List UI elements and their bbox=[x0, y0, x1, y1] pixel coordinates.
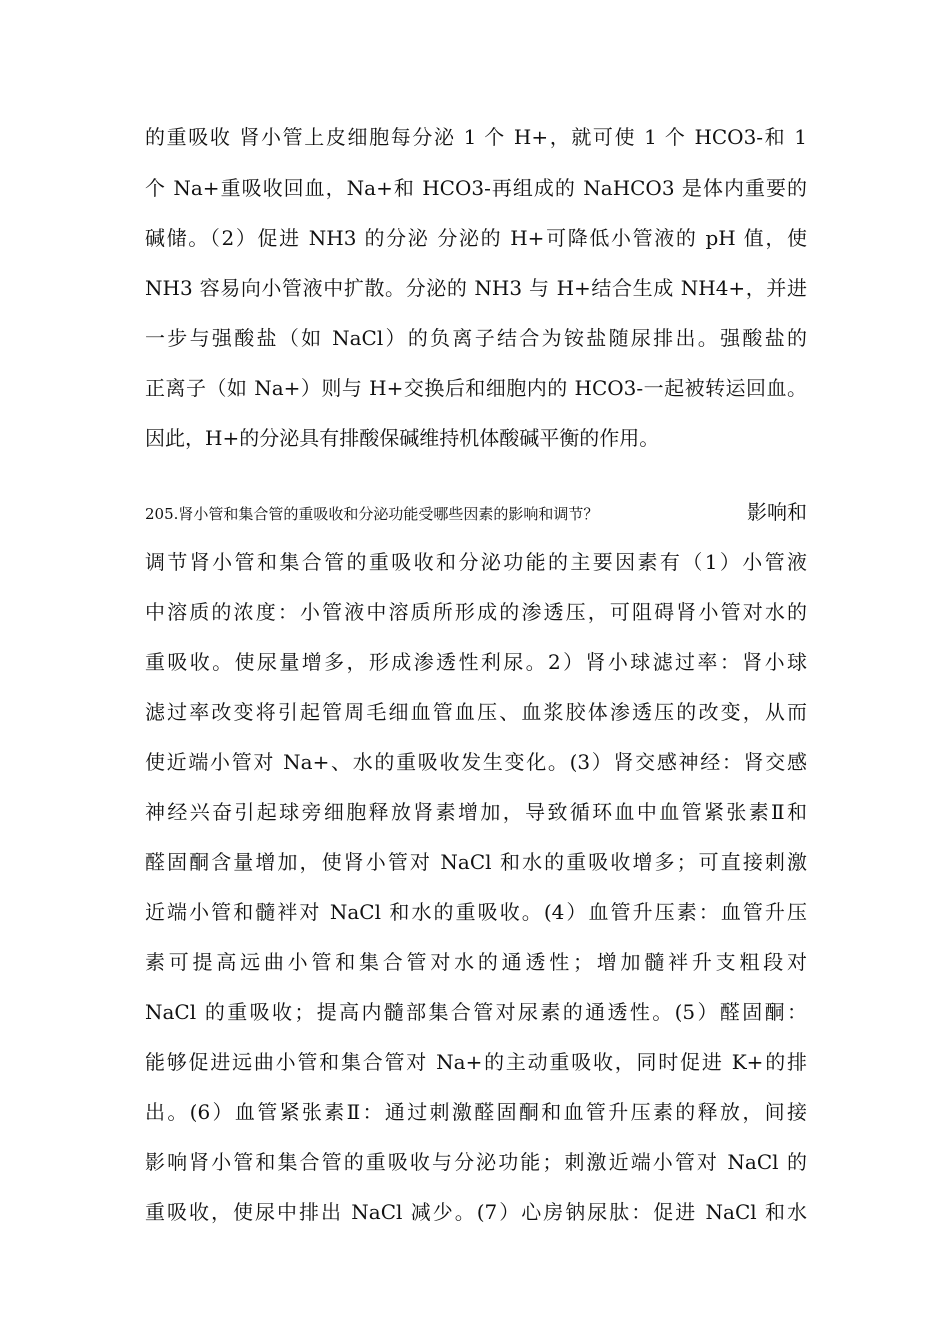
question-205-text: 205.肾小管和集合管的重吸收和分泌功能受哪些因素的影响和调节？ bbox=[145, 505, 599, 523]
text-line: 能够促进远曲小管和集合管对 Na+的主动重吸收，同时促进 K+的排 bbox=[145, 1050, 807, 1074]
text-line: 调节肾小管和集合管的重吸收和分泌功能的主要因素有（1）小管液 bbox=[145, 550, 807, 574]
text-line: 正离子（如 Na+）则与 H+交换后和细胞内的 HCO3-一起被转运回血。 bbox=[145, 376, 807, 400]
text-line: 重吸收。使尿量增多，形成渗透性利尿。2）肾小球滤过率：肾小球 bbox=[145, 650, 807, 674]
text-line: 的重吸收 肾小管上皮细胞每分泌 1 个 H+，就可使 1 个 HCO3-和 1 bbox=[145, 125, 807, 149]
text-line: 素可提高远曲小管和集合管对水的通透性；增加髓袢升支粗段对 bbox=[145, 950, 807, 974]
question-heading-line bbox=[145, 496, 807, 528]
text-line: 个 Na+重吸收回血，Na+和 HCO3-再组成的 NaHCO3 是体内重要的 bbox=[145, 176, 807, 200]
text-line: 一步与强酸盐（如 NaCl）的负离子结合为铵盐随尿排出。强酸盐的 bbox=[145, 326, 807, 350]
text-line: 醛固酮含量增加，使肾小管对 NaCl 和水的重吸收增多；可直接刺激 bbox=[145, 850, 807, 874]
text-line: 中溶质的浓度：小管液中溶质所形成的渗透压，可阻碍肾小管对水的 bbox=[145, 600, 807, 624]
text-line: NH3 容易向小管液中扩散。分泌的 NH3 与 H+结合生成 NH4+，并进 bbox=[145, 276, 807, 300]
text-line: 因此，H+的分泌具有排酸保碱维持机体酸碱平衡的作用。 bbox=[145, 426, 660, 450]
text-line: 神经兴奋引起球旁细胞释放肾素增加，导致循环血中血管紧张素Ⅱ和 bbox=[145, 800, 807, 824]
text-line: 出。(6）血管紧张素Ⅱ：通过刺激醛固酮和血管升压素的释放，间接 bbox=[145, 1100, 807, 1124]
text-line: 近端小管和髓袢对 NaCl 和水的重吸收。(4）血管升压素：血管升压 bbox=[145, 900, 807, 924]
text-line: 碱储。（2）促进 NH3 的分泌 分泌的 H+可降低小管液的 pH 值，使 bbox=[145, 226, 807, 250]
text-line: 影响肾小管和集合管的重吸收与分泌功能；刺激近端小管对 NaCl 的 bbox=[145, 1150, 807, 1174]
text-line: 重吸收，使尿中排出 NaCl 减少。(7）心房钠尿肽：促进 NaCl 和水 bbox=[145, 1200, 807, 1224]
answer-start-text: 影响和 bbox=[747, 500, 807, 524]
text-line: 使近端小管对 Na+、水的重吸收发生变化。(3）肾交感神经：肾交感 bbox=[145, 750, 807, 774]
text-line: 滤过率改变将引起管周毛细血管血压、血浆胶体渗透压的改变，从而 bbox=[145, 700, 807, 724]
text-line: NaCl 的重吸收；提高内髓部集合管对尿素的通透性。(5）醛固酮： bbox=[145, 1000, 807, 1024]
